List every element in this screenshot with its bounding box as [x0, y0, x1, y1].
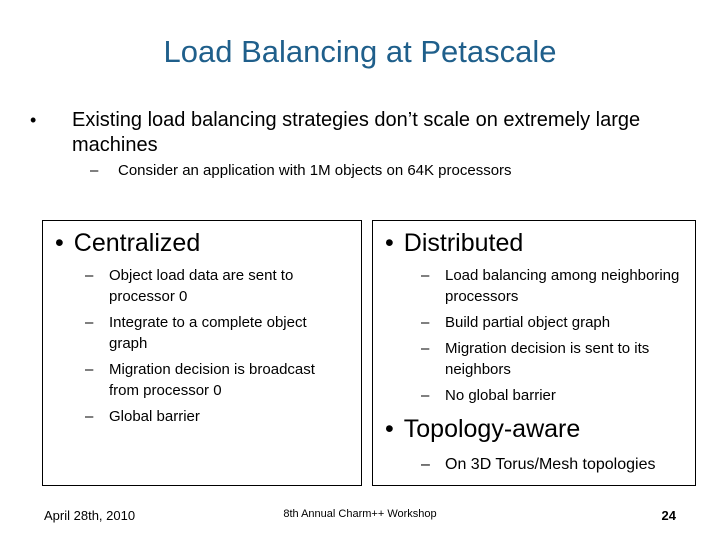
list-item-text: Object load data are sent to processor 0: [109, 267, 294, 305]
list-item-text: Global barrier: [109, 408, 200, 425]
list-item-text: No global barrier: [445, 387, 556, 404]
topology-list: [421, 454, 691, 480]
distributed-box: [372, 220, 696, 486]
footer-date: April 28th, 2010: [44, 508, 136, 523]
centralized-heading-text: Centralized: [73, 229, 201, 257]
footer-event: 8th Annual Charm++ Workshop: [283, 508, 437, 520]
dash-icon: –: [421, 456, 430, 473]
list-item: [85, 406, 347, 427]
dash-icon: –: [85, 267, 94, 284]
list-item: [421, 265, 683, 307]
bullet-icon: •: [385, 415, 394, 443]
distributed-list: [421, 265, 683, 411]
list-item-text: Integrate to a complete object graph: [109, 314, 307, 352]
list-item: [85, 312, 347, 354]
centralized-box: [42, 220, 362, 486]
topology-heading: [385, 415, 580, 444]
list-item: [85, 359, 347, 401]
distributed-heading: [385, 229, 523, 258]
sub-bullet: [90, 162, 660, 179]
dash-icon: –: [421, 314, 430, 331]
topology-heading-text: Topology-aware: [403, 415, 581, 443]
centralized-heading: [55, 229, 200, 258]
dash-icon: –: [85, 361, 94, 378]
list-item-text: On 3D Torus/Mesh topologies: [445, 456, 656, 473]
list-item-text: Migration decision is sent to its neighbors: [445, 340, 650, 378]
list-item-text: Migration decision is broadcast from processor 0: [109, 361, 315, 399]
list-item-text: Build partial object graph: [445, 314, 611, 331]
list-item: [421, 312, 683, 333]
dash-icon: –: [85, 314, 94, 331]
dash-icon: –: [421, 387, 430, 404]
distributed-heading-text: Distributed: [403, 229, 524, 257]
list-item: [421, 338, 683, 380]
dash-icon: –: [85, 408, 94, 425]
dash-icon: –: [90, 162, 99, 179]
sub-bullet-text: Consider an application with 1M objects on 64K processors: [118, 162, 512, 179]
dash-icon: –: [421, 267, 430, 284]
bullet-icon: •: [385, 229, 394, 257]
bullet-icon: •: [55, 229, 64, 257]
list-item-text: Load balancing among neighboring processors: [445, 267, 680, 305]
bullet-icon: •: [30, 110, 37, 130]
main-bullet: [30, 108, 688, 158]
list-item: [421, 454, 691, 475]
main-bullet-text: Existing load balancing strategies don’t scale on extremely large machines: [72, 109, 641, 156]
page-number: 24: [661, 508, 676, 523]
list-item: [85, 265, 347, 307]
dash-icon: –: [421, 340, 430, 357]
centralized-list: [85, 265, 347, 432]
list-item: [421, 385, 683, 406]
slide-title: Load Balancing at Petascale: [163, 34, 557, 69]
